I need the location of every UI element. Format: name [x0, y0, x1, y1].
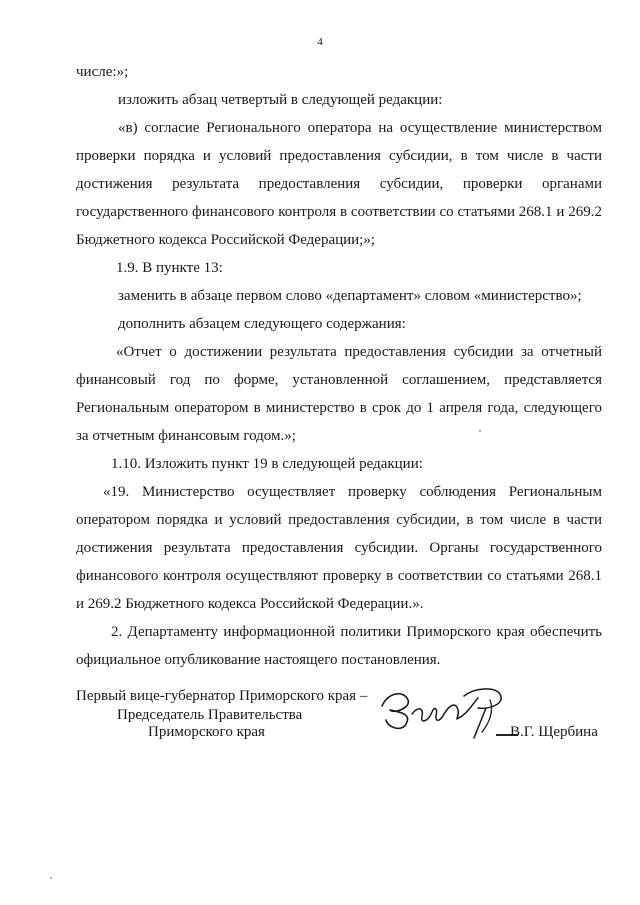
paragraph-item-1-9: 1.9. В пункте 13:: [116, 260, 223, 276]
signature-block: [76, 686, 606, 756]
paragraph-subitem-v: «в) согласие Регионального оператора на осуществление министерством проверки порядка и условий предоставления субсидии, в том числе в части достижения результата предоставления субсидии, проверки органами государственного финансового контроля в соответствии со статьями 268.1 и 269.2 Бюджетного кодекса Российской Федерации;»;: [76, 120, 602, 248]
signatory-position-line-2: Председатель Правительства: [117, 707, 303, 723]
paragraph-add-instruction: дополнить абзацем следующего содержания:: [118, 316, 406, 332]
paragraph-report-text: «Отчет о достижении результата предоставления субсидии за отчетный финансовый год по форме, установленной соглашением, представляется Региональным оператором в министерство в срок до 1 апреля года, следующего за отчетным финансовым годом.»;: [76, 344, 602, 444]
document-body: [76, 58, 602, 674]
page-number: 4: [317, 36, 323, 48]
scan-speck: [479, 430, 481, 432]
paragraph-item-1-10: 1.10. Изложить пункт 19 в следующей редакции:: [111, 456, 423, 472]
paragraph-continuation: числе:»;: [76, 64, 129, 80]
signatory-name: В.Г. Щербина: [510, 724, 598, 740]
signatory-position-line-1: Первый вице-губернатор Приморского края –: [76, 688, 368, 704]
paragraph-replace-word: заменить в абзаце первом слово «департамент» словом «министерство»;: [118, 288, 582, 304]
paragraph-item-19: «19. Министерство осуществляет проверку соблюдения Региональным оператором порядка и условий предоставления субсидии, в том числе в части достижения результата предоставления субсидии. Органы государственного финансового контроля осуществляют проверку в соответствии со статьями 268.1 и 269.2 Бюджетного кодекса Российской Федерации.».: [76, 484, 602, 612]
scan-speck: [50, 877, 52, 879]
paragraph-amend-instruction: изложить абзац четвертый в следующей редакции:: [118, 92, 443, 108]
signatory-position-line-3: Приморского края: [148, 724, 265, 740]
paragraph-item-2: 2. Департаменту информационной политики Приморского края обеспечить официальное опубликование настоящего постановления.: [76, 624, 602, 668]
